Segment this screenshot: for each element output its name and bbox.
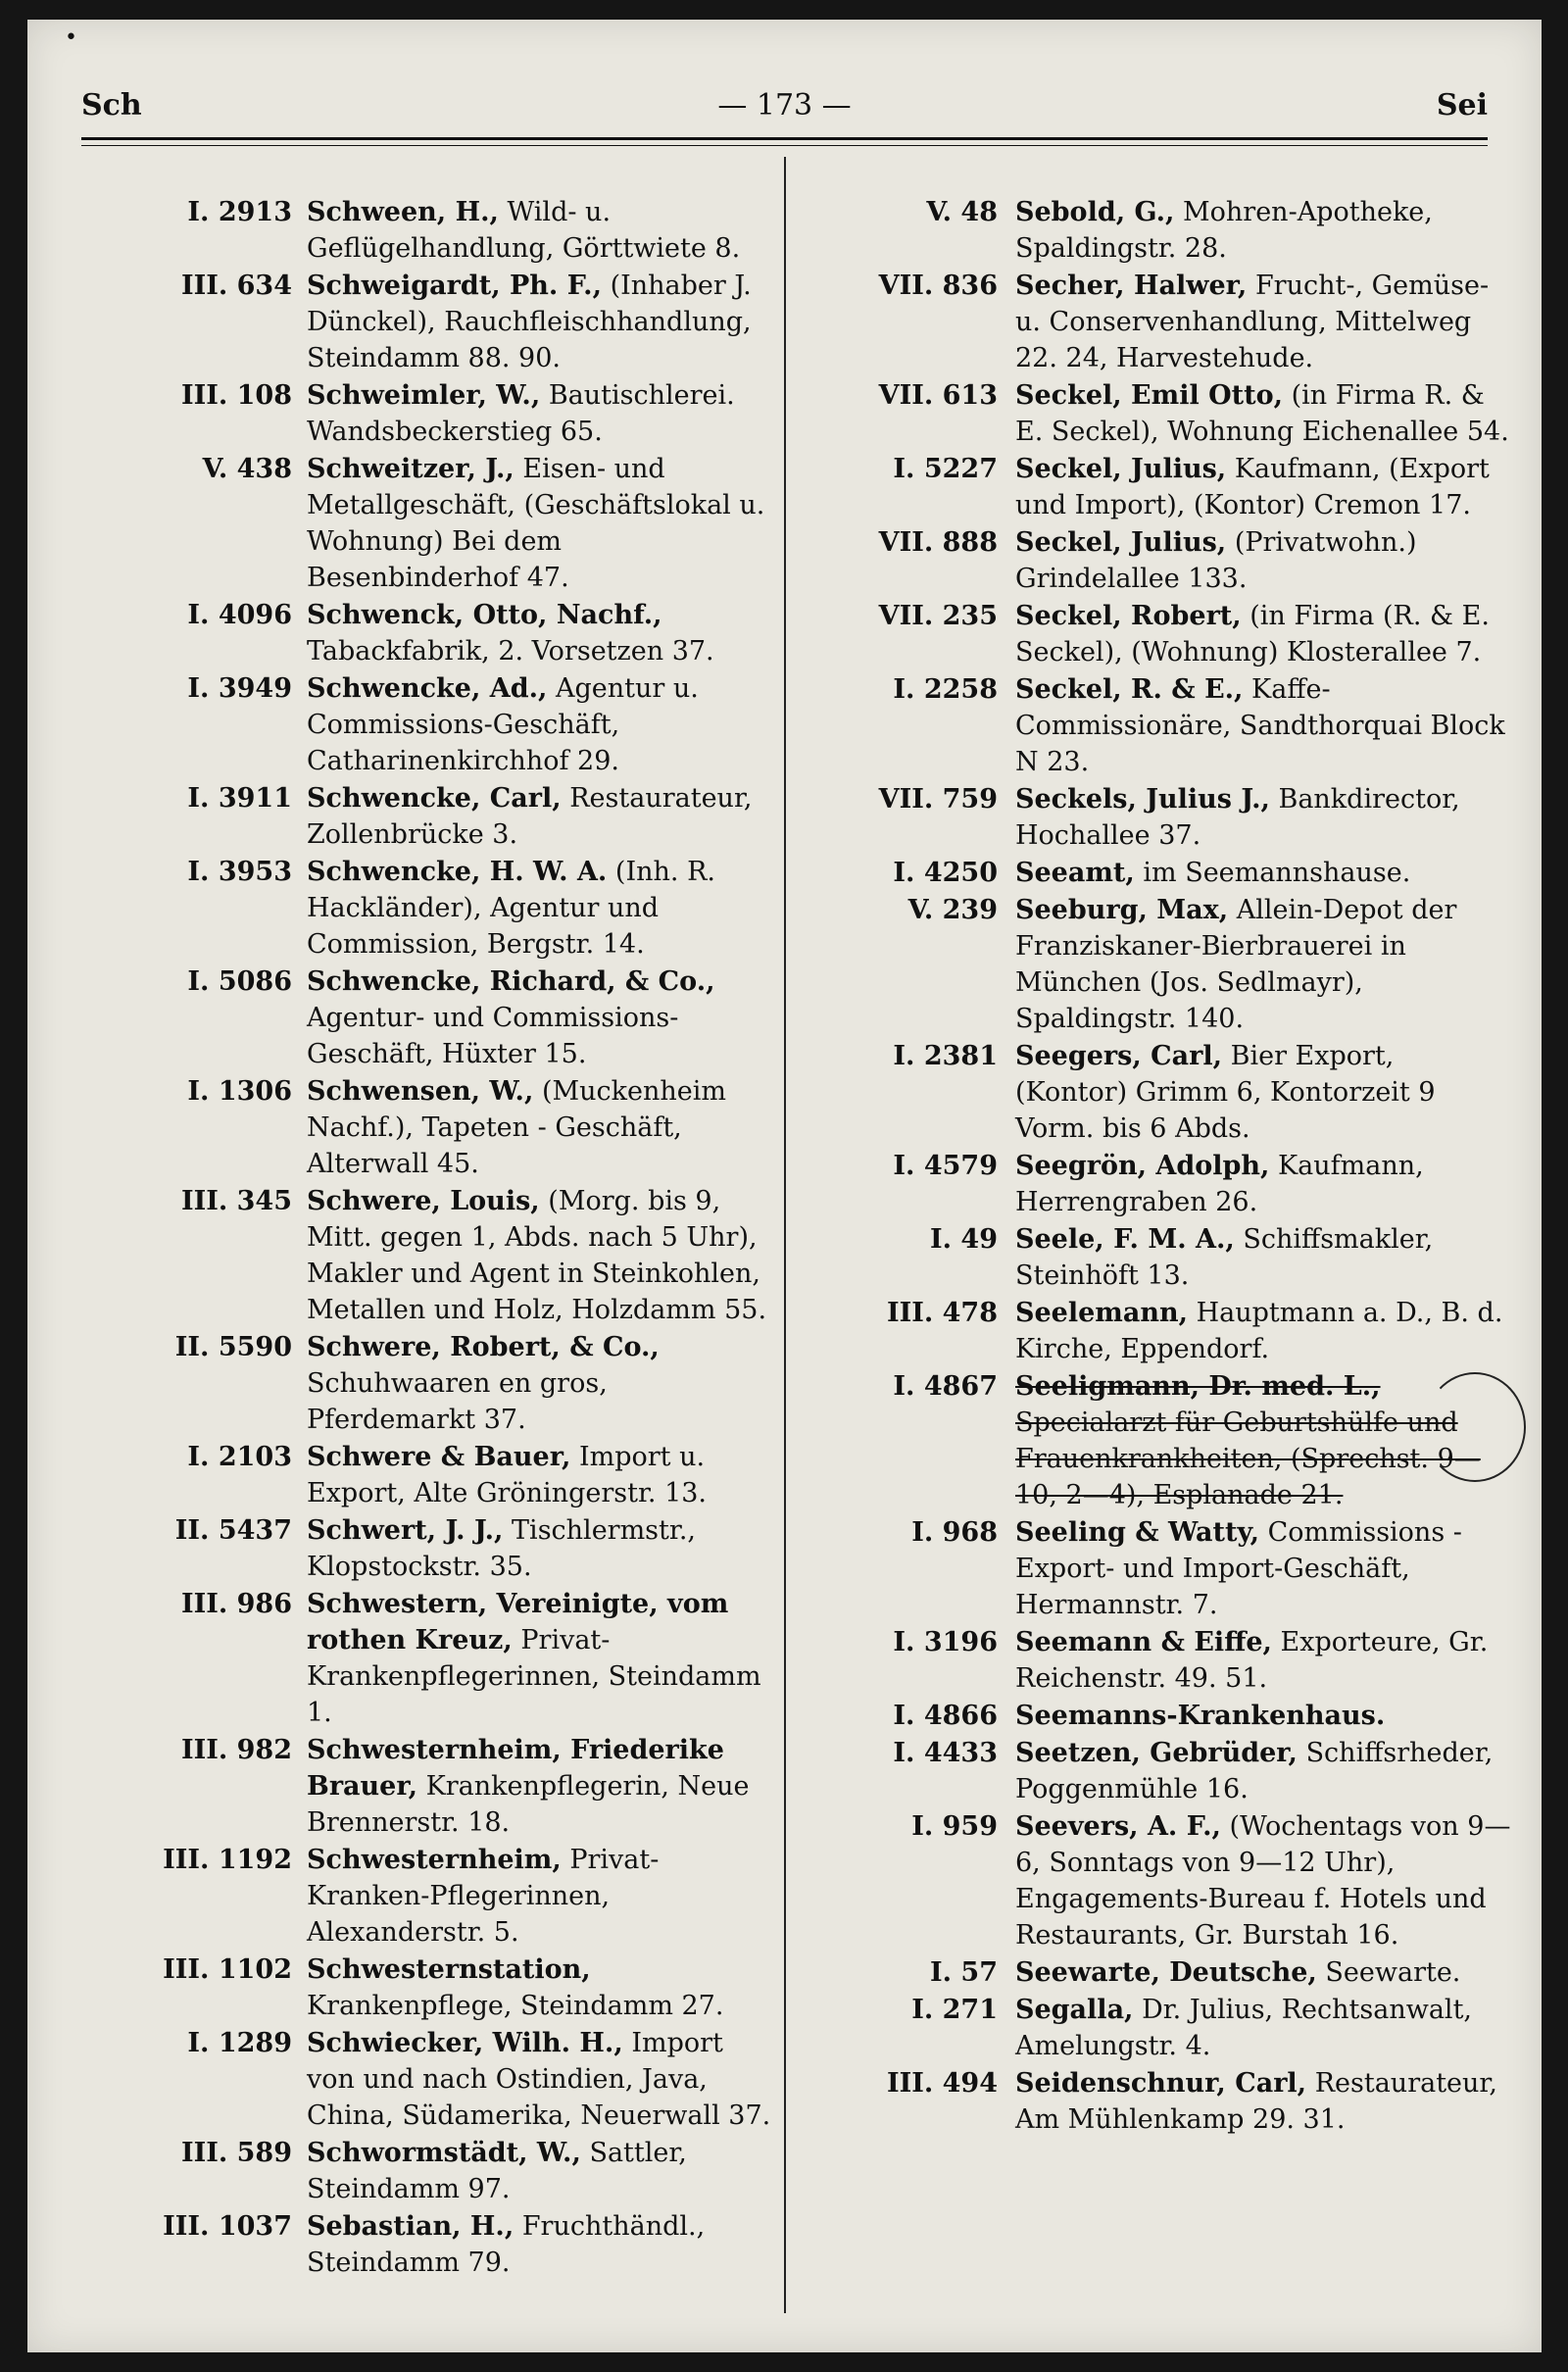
- entry-number: III. 1102: [163, 1954, 292, 1985]
- entry-body: [307, 271, 752, 373]
- entry-number: I. 1306: [187, 1076, 292, 1107]
- entry-text: (in Firma R. & E. Seckel), Wohnung Eichenallee 54.: [1015, 380, 1509, 447]
- entry-text: (Privatwohn.) Grindelallee 133.: [1015, 527, 1417, 594]
- entry-name: Seeling & Watty,: [1015, 1517, 1259, 1548]
- entry-name: Seelemann,: [1015, 1298, 1189, 1328]
- entry-text: Agentur u. Commissions-Geschäft, Catharinenkirchhof 29.: [307, 673, 699, 776]
- entry-text: Privat-Kranken-Pflegerinnen, Alexanderstr. 5.: [307, 1845, 660, 1948]
- directory-entry: [72, 1732, 777, 1841]
- entry-number: VII. 613: [878, 380, 998, 411]
- entry-name: Seevers, A. F.,: [1015, 1811, 1221, 1842]
- entry-text: Restaurateur, Am Mühlenkamp 29. 31.: [1015, 2068, 1497, 2135]
- entry-body: [307, 197, 740, 264]
- directory-entry: [72, 1586, 777, 1731]
- entry-number: III. 345: [180, 1186, 292, 1216]
- entry-body: [1015, 454, 1490, 520]
- entry-name: Schwiecker, Wilh. H.,: [307, 2028, 623, 2058]
- directory-entry: [802, 2065, 1512, 2138]
- directory-entry: [802, 1295, 1512, 1367]
- directory-entry: [802, 524, 1512, 597]
- directory-entry: [802, 1514, 1512, 1623]
- directory-entry: [72, 268, 777, 376]
- entry-body: [307, 857, 715, 960]
- header-right-key: Sei: [1436, 88, 1488, 123]
- entry-text: Import von und nach Ostindien, Java, China, Südamerika, Neuerwall 37.: [307, 2028, 771, 2131]
- directory-entry: [802, 1808, 1512, 1953]
- directory-entry: [802, 377, 1512, 450]
- entry-name: Seidenschnur, Carl,: [1015, 2068, 1307, 2099]
- directory-entry: [802, 1698, 1512, 1734]
- entry-body: [1015, 271, 1489, 373]
- entry-number: V. 48: [926, 197, 998, 227]
- entry-body: [1015, 1371, 1481, 1510]
- entry-text: (in Firma (R. & E. Seckel), (Wohnung) Klosterallee 7.: [1015, 601, 1490, 667]
- directory-entry: [72, 1952, 777, 2024]
- directory-entry: [72, 451, 777, 596]
- entry-name: Schwencke, Ad.,: [307, 673, 548, 704]
- header-rule-thin: [81, 145, 1488, 146]
- directory-entry: [802, 1221, 1512, 1294]
- entry-text: Exporteure, Gr. Reichenstr. 49. 51.: [1015, 1627, 1489, 1694]
- entry-number: III. 478: [886, 1298, 998, 1328]
- right-column: [802, 194, 1512, 2139]
- directory-entry: [802, 1624, 1512, 1697]
- entry-text: Import u. Export, Alte Gröningerstr. 13.: [307, 1442, 708, 1508]
- entry-number: I. 3196: [893, 1627, 998, 1657]
- entry-text: Commissions - Export- und Import-Geschäft, Hermannstr. 7.: [1015, 1517, 1462, 1620]
- entry-body: [1015, 527, 1417, 594]
- entry-name: Schwesternstation,: [307, 1954, 591, 1985]
- entry-body: [1015, 674, 1505, 777]
- entry-name: Schwere, Robert, & Co.,: [307, 1332, 660, 1362]
- entry-name: Seegrön, Adolph,: [1015, 1151, 1270, 1181]
- entry-number: I. 57: [929, 1957, 998, 1988]
- entry-number: II. 5437: [174, 1515, 292, 1546]
- entry-body: [1015, 1995, 1472, 2061]
- directory-entry: [72, 854, 777, 963]
- entry-body: [307, 1442, 707, 1508]
- entry-body: [1015, 1627, 1488, 1694]
- entry-text: Seewarte.: [1325, 1957, 1461, 1988]
- entry-text: Schuhwaaren en gros, Pferdemarkt 37.: [307, 1368, 608, 1435]
- entry-number: I. 2258: [893, 674, 998, 705]
- entry-name: Seckel, Robert,: [1015, 601, 1242, 631]
- entry-text: Tischlermstr., Klopstockstr. 35.: [307, 1515, 696, 1582]
- entry-number: I. 1289: [187, 2028, 292, 2058]
- entry-number: III. 108: [180, 380, 292, 411]
- entry-text: Schiffsrheder, Poggenmühle 16.: [1015, 1738, 1494, 1804]
- entry-number: III. 494: [886, 2068, 998, 2099]
- entry-body: [1015, 1041, 1436, 1144]
- entry-number: VII. 235: [878, 601, 998, 631]
- directory-entry: [802, 781, 1512, 854]
- entry-number: III. 982: [180, 1735, 292, 1765]
- entry-body: [307, 783, 752, 850]
- entry-body: [1015, 1738, 1493, 1804]
- directory-entry: [72, 1073, 777, 1182]
- directory-entry: [72, 377, 777, 450]
- entry-name: Seegers, Carl,: [1015, 1041, 1223, 1071]
- entry-name: Seckels, Julius J.,: [1015, 784, 1270, 815]
- entry-text: Fruchthändl., Steindamm 79.: [307, 2211, 706, 2278]
- entry-number: I. 4579: [893, 1151, 998, 1181]
- directory-entry: [72, 780, 777, 853]
- entry-name: Seemanns-Krankenhaus.: [1015, 1701, 1386, 1731]
- directory-entry: [72, 1183, 777, 1328]
- entry-body: [307, 1515, 696, 1582]
- entry-number: VII. 759: [878, 784, 998, 815]
- entry-number: I. 4433: [893, 1738, 998, 1768]
- header-rule-thick: [81, 137, 1488, 140]
- directory-entry: [72, 964, 777, 1072]
- entry-body: [1015, 1701, 1385, 1731]
- entry-text: (Inhaber J. Dünckel), Rauchfleischhandlung, Steindamm 88. 90.: [307, 271, 752, 373]
- entry-text: (Wochentags von 9—6, Sonntags von 9—12 Uhr), Engagements-Bureau f. Hotels und Restaurants, Gr. Burstah 16.: [1015, 1811, 1511, 1951]
- page-number: — 173 —: [717, 88, 852, 123]
- entry-name: Seetzen, Gebrüder,: [1015, 1738, 1298, 1768]
- entry-number: II. 5590: [174, 1332, 292, 1362]
- entry-text: Specialarzt für Geburtshülfe und Frauenkrankheiten, (Sprechst. 9—10, 2—4), Esplanade 21.: [1015, 1408, 1481, 1510]
- entry-text: Bankdirector, Hochallee 37.: [1015, 784, 1460, 851]
- entry-text: Allein-Depot der Franziskaner-Bierbrauerei in München (Jos. Sedlmayr), Spaldingstr. 140.: [1015, 895, 1457, 1034]
- entry-body: [307, 1735, 750, 1838]
- entry-body: [307, 380, 735, 447]
- entry-text: Kaffe-Commissionäre, Sandthorquai Block N 23.: [1015, 674, 1505, 777]
- entry-body: [1015, 1298, 1502, 1364]
- entry-text: im Seemannshause.: [1143, 858, 1411, 888]
- entry-body: [1015, 1957, 1460, 1988]
- left-column: [72, 194, 777, 2282]
- entry-body: [307, 1845, 659, 1948]
- entry-number: I. 3949: [187, 673, 292, 704]
- entry-text: Eisen- und Metallgeschäft, (Geschäftslokal u. Wohnung) Bei dem Besenbinderhof 47.: [307, 454, 765, 593]
- entry-body: [307, 454, 764, 593]
- entry-text: Kaufmann, (Export und Import), (Kontor) Cremon 17.: [1015, 454, 1490, 520]
- entry-number: VII. 836: [878, 271, 998, 301]
- entry-number: I. 271: [911, 1995, 998, 2025]
- entry-body: [1015, 1517, 1462, 1620]
- entry-name: Seckel, R. & E.,: [1015, 674, 1244, 705]
- entry-name: Seckel, Emil Otto,: [1015, 380, 1283, 411]
- entry-number: III. 1192: [163, 1845, 292, 1875]
- directory-entry: [72, 2208, 777, 2281]
- entry-body: [1015, 1811, 1510, 1951]
- entry-body: [1015, 895, 1456, 1034]
- directory-entry: [802, 1954, 1512, 1991]
- entry-body: [307, 600, 714, 667]
- entry-text: (Morg. bis 9, Mitt. gegen 1, Abds. nach 5 Uhr), Makler und Agent in Steinkohlen, Metallen und Holz, Holzdamm 55.: [307, 1186, 767, 1325]
- entry-number: I. 2103: [187, 1442, 292, 1472]
- directory-entry: [72, 194, 777, 267]
- entry-body: [307, 966, 715, 1069]
- directory-entry: [802, 268, 1512, 376]
- entry-body: [1015, 1151, 1424, 1217]
- entry-number: III. 986: [180, 1589, 292, 1619]
- entry-name: Seele, F. M. A.,: [1015, 1224, 1235, 1255]
- entry-name: Sebastian, H.,: [307, 2211, 514, 2242]
- entry-body: [1015, 858, 1410, 888]
- entry-number: I. 3953: [187, 857, 292, 887]
- entry-name: Schween, H.,: [307, 197, 499, 227]
- entry-number: I. 2913: [187, 197, 292, 227]
- entry-name: Schwert, J. J.,: [307, 1515, 504, 1546]
- entry-body: [307, 673, 699, 776]
- directory-entry: [802, 1038, 1512, 1147]
- entry-text: Hauptmann a. D., B. d. Kirche, Eppendorf.: [1015, 1298, 1503, 1364]
- entry-text: Agentur- und Commissions-Geschäft, Hüxter 15.: [307, 1003, 679, 1069]
- entry-name: Seeamt,: [1015, 858, 1135, 888]
- entry-body: [1015, 1224, 1433, 1291]
- directory-entry: [72, 1512, 777, 1585]
- entry-body: [307, 1186, 766, 1325]
- entry-name: Schwormstädt, W.,: [307, 2138, 581, 2168]
- directory-entry: [72, 2135, 777, 2207]
- entry-text: Mohren-Apotheke, Spaldingstr. 28.: [1015, 197, 1433, 264]
- entry-number: I. 4096: [187, 600, 292, 630]
- entry-text: Bier Export, (Kontor) Grimm 6, Kontorzeit 9 Vorm. bis 6 Abds.: [1015, 1041, 1436, 1144]
- entry-number: I. 4866: [893, 1701, 998, 1731]
- entry-text: (Inh. R. Hackländer), Agentur und Commission, Bergstr. 14.: [307, 857, 715, 960]
- directory-entry: [802, 671, 1512, 780]
- entry-name: Seckel, Julius,: [1015, 454, 1227, 484]
- entry-number: I. 4250: [893, 858, 998, 888]
- entry-name: Schwensen, W.,: [307, 1076, 534, 1107]
- entry-name: Schweigardt, Ph. F.,: [307, 271, 602, 301]
- entry-name: Seemann & Eiffe,: [1015, 1627, 1272, 1657]
- entry-text: (Muckenheim Nachf.), Tapeten - Geschäft, Alterwall 45.: [307, 1076, 726, 1179]
- entry-name: Schwere & Bauer,: [307, 1442, 571, 1472]
- entry-body: [307, 1954, 723, 2021]
- entry-name: Schwestern, Vereinigte, vom rothen Kreuz,: [307, 1589, 729, 1655]
- entry-body: [307, 2138, 687, 2204]
- directory-entry: [72, 597, 777, 669]
- entry-body: [1015, 197, 1433, 264]
- directory-page: [27, 20, 1542, 2352]
- entry-text: Sattler, Steindamm 97.: [307, 2138, 687, 2204]
- column-divider: [784, 157, 786, 2313]
- directory-entry: [802, 1735, 1512, 1807]
- entry-body: [1015, 784, 1460, 851]
- ink-dot: •: [65, 25, 77, 50]
- entry-number: III. 1037: [163, 2211, 292, 2242]
- entry-name: Seewarte, Deutsche,: [1015, 1957, 1317, 1988]
- entry-number: III. 634: [180, 271, 292, 301]
- entry-body: [1015, 601, 1490, 667]
- entry-number: V. 239: [907, 895, 998, 925]
- entry-number: I. 4867: [893, 1371, 998, 1402]
- entry-text: Wild- u. Geflügelhandlung, Görttwiete 8.: [307, 197, 741, 264]
- entry-body: [307, 1332, 660, 1435]
- entry-number: I. 49: [929, 1224, 998, 1255]
- entry-body: [1015, 380, 1509, 447]
- entry-text: Restaurateur, Zollenbrücke 3.: [307, 783, 753, 850]
- entry-text: Kaufmann, Herrengraben 26.: [1015, 1151, 1424, 1217]
- entry-name: Schwere, Louis,: [307, 1186, 540, 1216]
- directory-entry: [72, 1329, 777, 1438]
- directory-entry: [802, 451, 1512, 523]
- directory-entry: [802, 1992, 1512, 2064]
- directory-entry: [802, 855, 1512, 891]
- entry-text: Tabackfabrik, 2. Vorsetzen 37.: [307, 636, 714, 667]
- directory-entry: [802, 892, 1512, 1037]
- entry-number: I. 968: [911, 1517, 998, 1548]
- directory-entry: [802, 1148, 1512, 1220]
- entry-name: Secher, Halwer,: [1015, 271, 1248, 301]
- entry-number: VII. 888: [878, 527, 998, 558]
- entry-name: Seeligmann, Dr. med. L.,: [1015, 1371, 1381, 1402]
- directory-entry: [72, 670, 777, 779]
- entry-text: Schiffsmakler, Steinhöft 13.: [1015, 1224, 1434, 1291]
- entry-number: III. 589: [180, 2138, 292, 2168]
- entry-body: [307, 2211, 705, 2278]
- entry-name: Schwencke, Carl,: [307, 783, 562, 814]
- entry-name: Seckel, Julius,: [1015, 527, 1227, 558]
- directory-entry: [72, 1439, 777, 1511]
- entry-number: I. 959: [911, 1811, 998, 1842]
- entry-text: Dr. Julius, Rechtsanwalt, Amelungstr. 4.: [1015, 1995, 1472, 2061]
- entry-text: Krankenpflege, Steindamm 27.: [307, 1991, 724, 2021]
- entry-name: Schwencke, Richard, & Co.,: [307, 966, 715, 997]
- entry-name: Schwesternheim,: [307, 1845, 562, 1875]
- entry-number: I. 5227: [893, 454, 998, 484]
- entry-name: Schwesternheim, Friederike Brauer,: [307, 1735, 724, 1802]
- entry-number: I. 5086: [187, 966, 292, 997]
- entry-number: I. 3911: [187, 783, 292, 814]
- directory-entry: [72, 1842, 777, 1951]
- directory-entry: [802, 194, 1512, 267]
- entry-number: I. 2381: [893, 1041, 998, 1071]
- entry-text: Krankenpflegerin, Neue Brennerstr. 18.: [307, 1771, 750, 1838]
- directory-entry: [72, 2025, 777, 2134]
- entry-name: Schweimler, W.,: [307, 380, 541, 411]
- entry-body: [307, 2028, 770, 2131]
- entry-name: Sebold, G.,: [1015, 197, 1175, 227]
- entry-name: Schwencke, H. W. A.: [307, 857, 608, 887]
- entry-name: Schwenck, Otto, Nachf.,: [307, 600, 662, 630]
- entry-number: V. 438: [202, 454, 292, 484]
- entry-body: [1015, 2068, 1497, 2135]
- entry-body: [307, 1076, 726, 1179]
- entry-name: Segalla,: [1015, 1995, 1134, 2025]
- directory-entry: [802, 1368, 1512, 1513]
- entry-text: Bautischlerei. Wandsbeckerstieg 65.: [307, 380, 735, 447]
- entry-name: Schweitzer, J.,: [307, 454, 514, 484]
- directory-entry: [802, 598, 1512, 670]
- entry-text: Privat-Krankenpflegerinnen, Steindamm 1.: [307, 1625, 761, 1728]
- handwritten-bracket-mark: [1424, 1372, 1526, 1482]
- entry-body: [307, 1589, 761, 1728]
- entry-text: Frucht-, Gemüse- u. Conservenhandlung, Mittelweg 22. 24, Harvestehude.: [1015, 271, 1490, 373]
- header-left-key: Sch: [81, 88, 142, 123]
- entry-name: Seeburg, Max,: [1015, 895, 1229, 925]
